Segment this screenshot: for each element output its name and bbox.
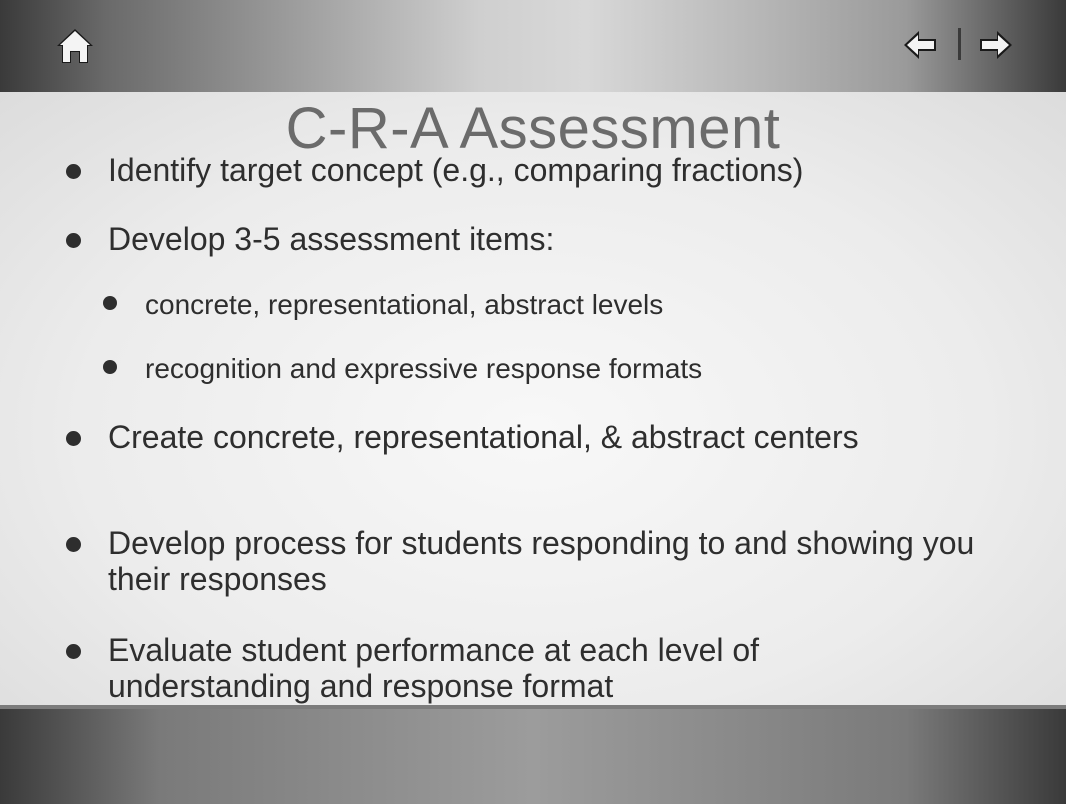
sub-bullet-item — [145, 287, 1005, 323]
bullet-dot — [66, 644, 81, 659]
bullet-text: Identify target concept (e.g., comparing fractions) — [108, 152, 804, 188]
bullet-dot — [103, 296, 117, 310]
home-icon[interactable] — [54, 26, 96, 66]
bullet-item — [108, 632, 968, 704]
bullet-text: recognition and expressive response formats — [145, 353, 703, 384]
slide-title: C-R-A Assessment — [285, 96, 781, 161]
arrow-left-icon[interactable] — [902, 28, 938, 62]
bullet-text: Create concrete, representational, & abstract centers — [108, 419, 859, 455]
bullet-dot — [66, 537, 81, 552]
bullet-item — [108, 152, 1008, 188]
bullet-dot — [66, 164, 81, 179]
top-toolbar — [0, 0, 1066, 95]
nav-divider — [958, 28, 961, 60]
bullet-dot — [66, 233, 81, 248]
bottom-bar — [0, 705, 1066, 804]
sub-bullet-item — [145, 351, 1005, 387]
bullet-text: Develop 3-5 assessment items: — [108, 221, 555, 257]
bullet-dot — [66, 431, 81, 446]
bullet-item — [108, 419, 928, 455]
bullet-text: Evaluate student performance at each level of understanding and response format — [108, 632, 760, 704]
bullet-item — [108, 221, 1008, 257]
bullet-dot — [103, 360, 117, 374]
arrow-right-icon[interactable] — [978, 28, 1014, 62]
bullet-item — [108, 525, 988, 597]
bullet-text: Develop process for students responding to and showing you their responses — [108, 525, 975, 597]
bullet-text: concrete, representational, abstract levels — [145, 289, 664, 320]
